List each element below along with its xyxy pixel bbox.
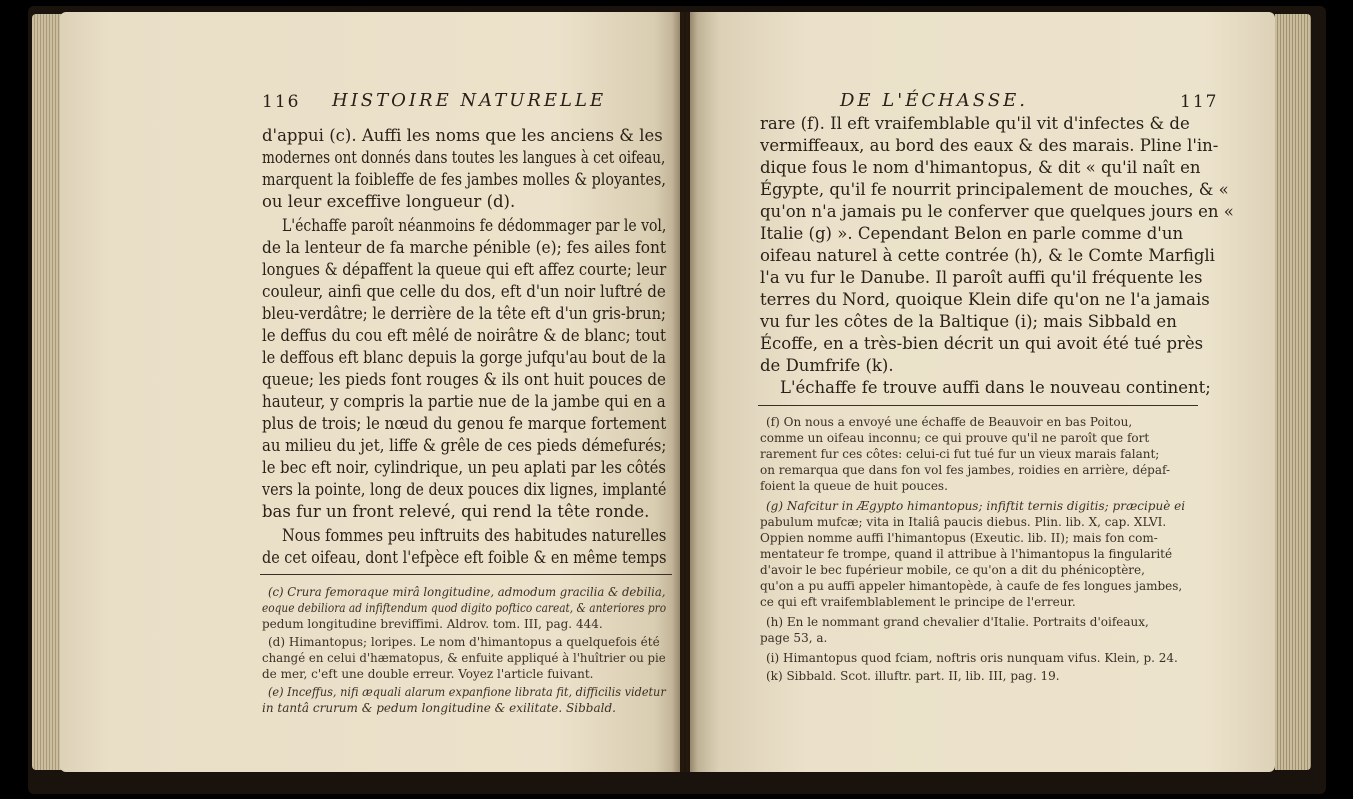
- text-line: terres du Nord, quoique Klein dife qu'on ne l'a jamais: [760, 290, 1210, 309]
- footnote-line: page 53, a.: [760, 631, 828, 645]
- text-line: marquent la foibleffe de fes jambes molles & ployantes,: [262, 170, 666, 189]
- page-stack-right-edge: [1275, 14, 1311, 770]
- text-line: qu'on n'a jamais pu le conferver que quelques jours en «: [760, 202, 1234, 221]
- footnote-line: Oppien nomme auffi l'himantopus (Exeutic. lib. II); mais fon com-: [760, 531, 1158, 545]
- footnote-line: eoque debiliora ad infiftendum quod digito poftico careat, & anteriores pro: [262, 601, 667, 615]
- running-header: HISTOIRE NATURELLE: [332, 90, 607, 111]
- text-line: Égypte, qu'il fe nourrit principalement de mouches, & «: [760, 180, 1229, 199]
- text-line: au milieu du jet, liffe & grêle de ces pieds démefurés;: [262, 436, 667, 455]
- footnote-line: de mer, c'eft une double erreur. Voyez l'article fuivant.: [262, 667, 594, 681]
- text-line: bas fur un front relevé, qui rend la tête ronde.: [262, 502, 650, 521]
- text-line: Écoffe, en a très-bien décrit un qui avoit été tué près: [760, 334, 1204, 353]
- text-line: dique fous le nom d'himantopus, & dit « qu'il naît en: [760, 158, 1201, 177]
- footnote-line: on remarqua que dans fon vol fes jambes, roidies en arrière, dépaf-: [760, 463, 1171, 477]
- text-line: le deffous eft blanc depuis la gorge jufqu'au bout de la: [262, 348, 666, 367]
- footnote-line: pabulum mufcæ; vita in Italiâ paucis diebus. Plin. lib. X, cap. XLVI.: [760, 515, 1167, 529]
- footnote-line: (d) Himantopus; loripes. Le nom d'himantopus a quelquefois été: [268, 635, 660, 649]
- text-line: longues & dépaffent la queue qui eft affez courte; leur: [262, 260, 667, 279]
- text-line: de cet oifeau, dont l'efpèce eft foible & en même temps: [262, 548, 667, 567]
- text-line: le bec eft noir, cylindrique, un peu aplati par les côtés: [262, 458, 666, 477]
- text-line: plus de trois; le nœud du genou fe marque fortement: [262, 414, 667, 433]
- text-line: bleu-verdâtre; le derrière de la tête eft d'un gris-brun;: [262, 304, 666, 323]
- footnote-line: (k) Sibbald. Scot. illuftr. part. II, lib. III, pag. 19.: [766, 669, 1060, 683]
- text-line: l'a vu fur le Danube. Il paroît auffi qu'il fréquente les: [760, 268, 1203, 287]
- left-page: [60, 12, 680, 772]
- running-header: DE L'ÉCHASSE.: [840, 90, 1029, 111]
- text-line: Nous fommes peu inftruits des habitudes naturelles: [282, 526, 667, 545]
- footnote-line: (i) Himantopus quod fciam, noftris oris nunquam vifus. Klein, p. 24.: [766, 651, 1178, 665]
- footnote-line: (h) En le nommant grand chevalier d'Italie. Portraits d'oifeaux,: [766, 615, 1149, 629]
- text-line: vers la pointe, long de deux pouces dix lignes, implanté: [262, 480, 667, 499]
- text-line: hauteur, y compris la partie nue de la jambe qui en a: [262, 392, 666, 411]
- page-number: 116: [262, 92, 301, 112]
- page-number: 117: [1180, 92, 1219, 112]
- footnote-rule: [758, 405, 1198, 406]
- footnote-line: (g) Nafcitur in Ægypto himantopus; infiftit ternis digitis; præcipuè ei: [766, 499, 1186, 513]
- text-line: Italie (g) ». Cependant Belon en parle comme d'un: [760, 224, 1184, 243]
- book-gutter: [672, 12, 698, 772]
- footnote-line: d'avoir le bec fupérieur mobile, ce qu'on a dit du phénicoptère,: [760, 563, 1145, 577]
- text-line: vu fur les côtes de la Baltique (i); mais Sibbald en: [760, 312, 1177, 331]
- text-line: vermiffeaux, au bord des eaux & des marais. Pline l'in-: [760, 136, 1219, 155]
- text-line: couleur, ainfi que celle du dos, eft d'un noir luftré de: [262, 282, 666, 301]
- right-page: [690, 12, 1275, 772]
- text-line: queue; les pieds font rouges & ils ont huit pouces de: [262, 370, 666, 389]
- footnote-line: (e) Inceffus, nifi æquali alarum expanfione librata fit, difficilis videtur: [268, 685, 666, 699]
- text-line: modernes ont donnés dans toutes les langues à cet oifeau,: [262, 148, 666, 167]
- text-line: ou leur exceffive longueur (d).: [262, 192, 516, 211]
- text-line: le deffus du cou eft mêlé de noirâtre & de blanc; tout: [262, 326, 667, 345]
- footnote-line: ce qui eft vraifemblablement le principe de l'erreur.: [760, 595, 1076, 609]
- footnote-line: (f) On nous a envoyé une échaffe de Beauvoir en bas Poitou,: [766, 415, 1133, 429]
- text-line: L'échaffe fe trouve auffi dans le nouveau continent;: [780, 378, 1211, 397]
- footnote-line: mentateur fe trompe, quand il attribue à l'himantopus la fingularité: [760, 547, 1173, 561]
- text-line: rare (f). Il eft vraifemblable qu'il vit d'infectes & de: [760, 114, 1190, 133]
- footnote-line: comme un oifeau inconnu; ce qui prouve qu'il ne paroît que fort: [760, 431, 1150, 445]
- footnote-line: in tantâ crurum & pedum longitudine & exilitate. Sibbald.: [262, 701, 616, 715]
- page-stack-left-edge: [32, 14, 62, 770]
- text-line: oifeau naturel à cette contrée (h), & le Comte Marfigli: [760, 246, 1215, 265]
- text-line: L'échaffe paroît néanmoins fe dédommager par le vol,: [282, 216, 667, 235]
- text-line: de la lenteur de fa marche pénible (e); fes ailes font: [262, 238, 667, 257]
- text-line: de Dumfrife (k).: [760, 356, 894, 375]
- footnote-line: foient la queue de huit pouces.: [760, 479, 948, 493]
- footnote-line: qu'on a pu auffi appeler himantopède, à caufe de fes longues jambes,: [760, 579, 1183, 593]
- footnote-line: (c) Crura femoraque mirâ longitudine, admodum gracilia & debilia,: [268, 585, 666, 599]
- footnote-rule: [260, 574, 672, 575]
- footnote-line: pedum longitudine breviffimi. Aldrov. tom. III, pag. 444.: [262, 617, 603, 631]
- text-line: d'appui (c). Auffi les noms que les anciens & les: [262, 126, 663, 145]
- footnote-line: changé en celui d'hæmatopus, & enfuite appliqué à l'huîtrier ou pie: [262, 651, 666, 665]
- footnote-line: rarement fur ces côtes: celui-ci fut tué fur un vieux marais falant;: [760, 447, 1160, 461]
